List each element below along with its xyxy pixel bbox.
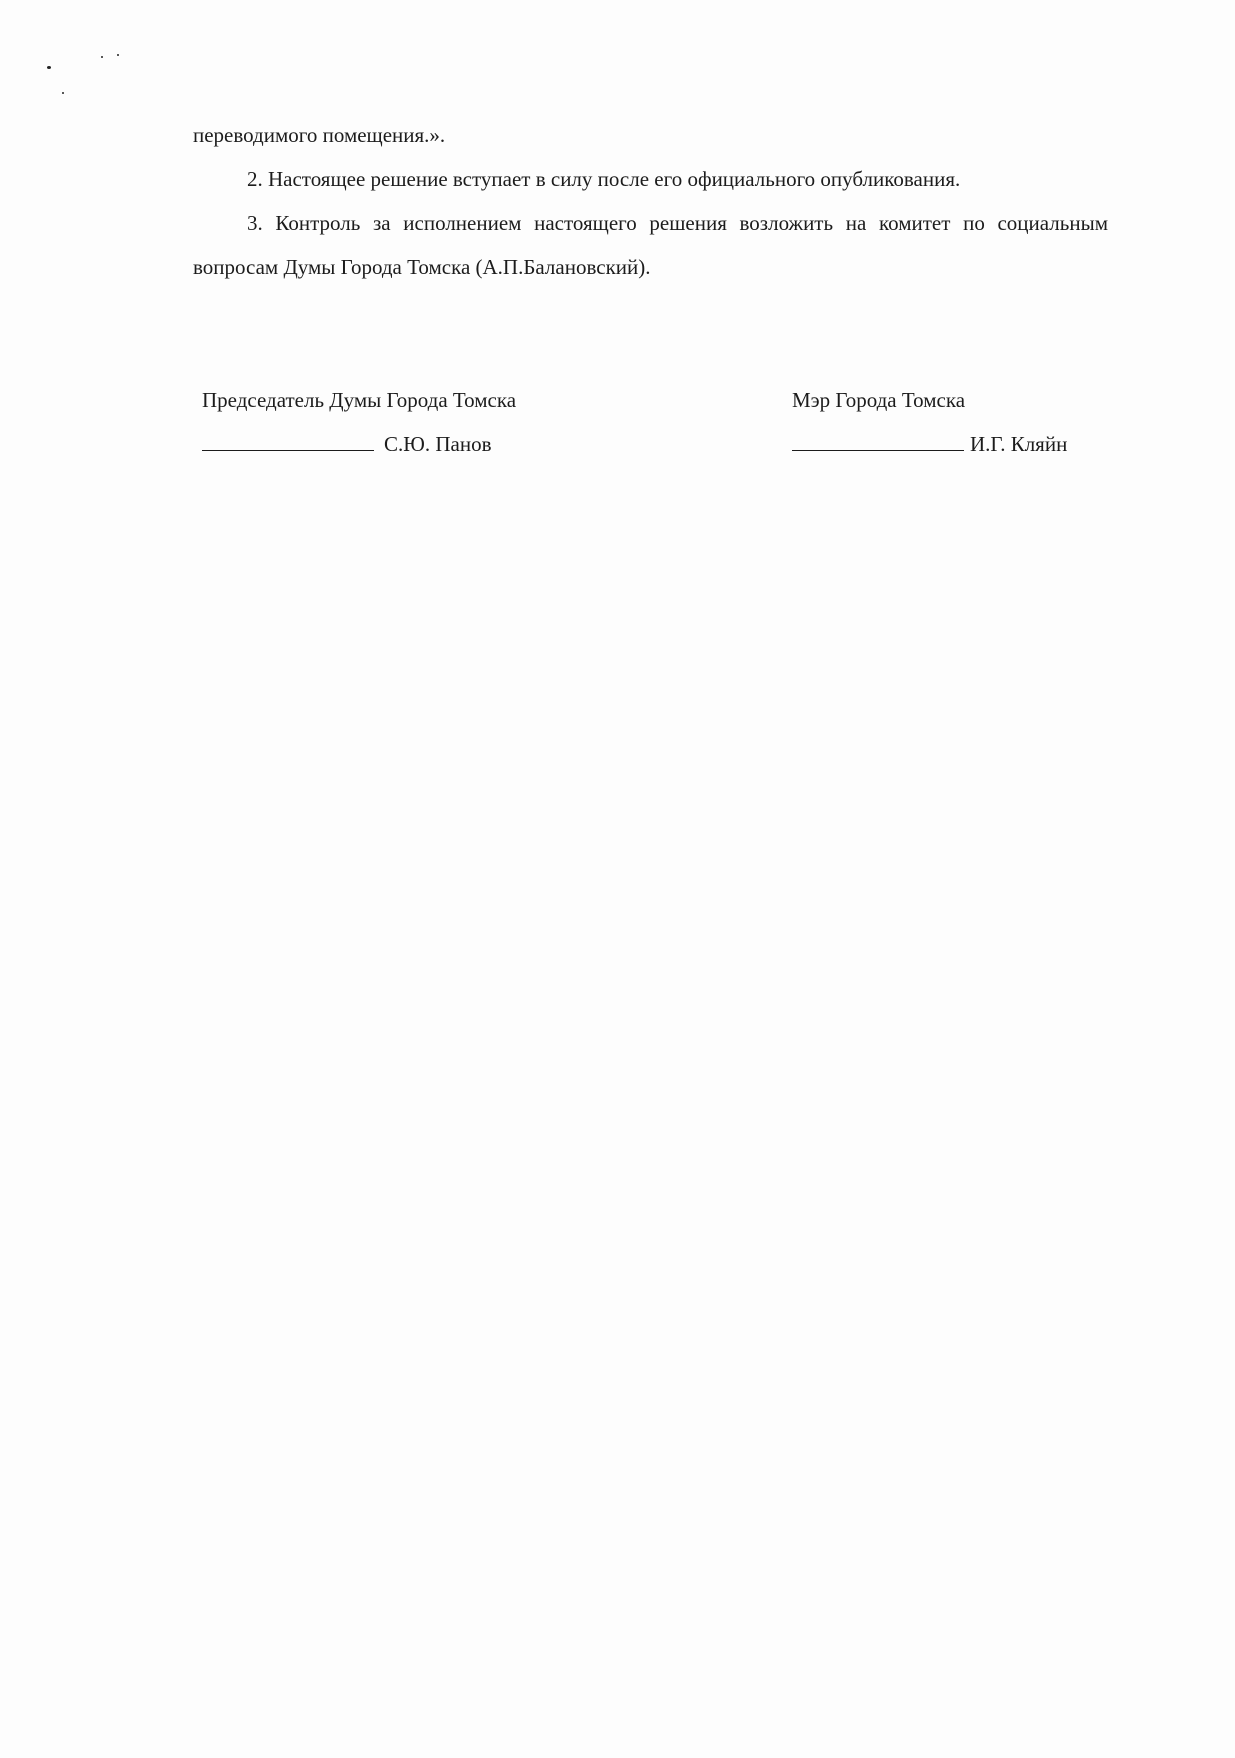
signature-title-mayor: Мэр Города Томска xyxy=(792,388,966,412)
scan-speck xyxy=(117,54,119,56)
signature-name-mayor: И.Г. Кляйн xyxy=(970,432,1068,456)
signature-block-chairman xyxy=(202,378,602,466)
signature-name-chairman: С.Ю. Панов xyxy=(384,432,492,456)
paragraph-continuation: переводимого помещения.». xyxy=(193,123,446,147)
signature-row-mayor xyxy=(792,422,1092,466)
signature-row-chairman xyxy=(202,422,602,466)
signature-line xyxy=(202,422,374,451)
scan-speck xyxy=(62,92,64,94)
signature-line xyxy=(792,422,964,451)
signature-title-chairman: Председатель Думы Города Томска xyxy=(202,388,517,412)
scan-speck xyxy=(47,66,51,69)
paragraph-item-2: 2. Настоящее решение вступает в силу после его официального опубликования. xyxy=(247,167,961,191)
scan-speck xyxy=(101,56,103,58)
paragraph-item-3: 3. Контроль за исполнением настоящего решения возложить на комитет по социальным вопросам Думы Города Томска (А.П.Балановский). xyxy=(193,211,1108,279)
signature-block-mayor xyxy=(792,378,1092,466)
